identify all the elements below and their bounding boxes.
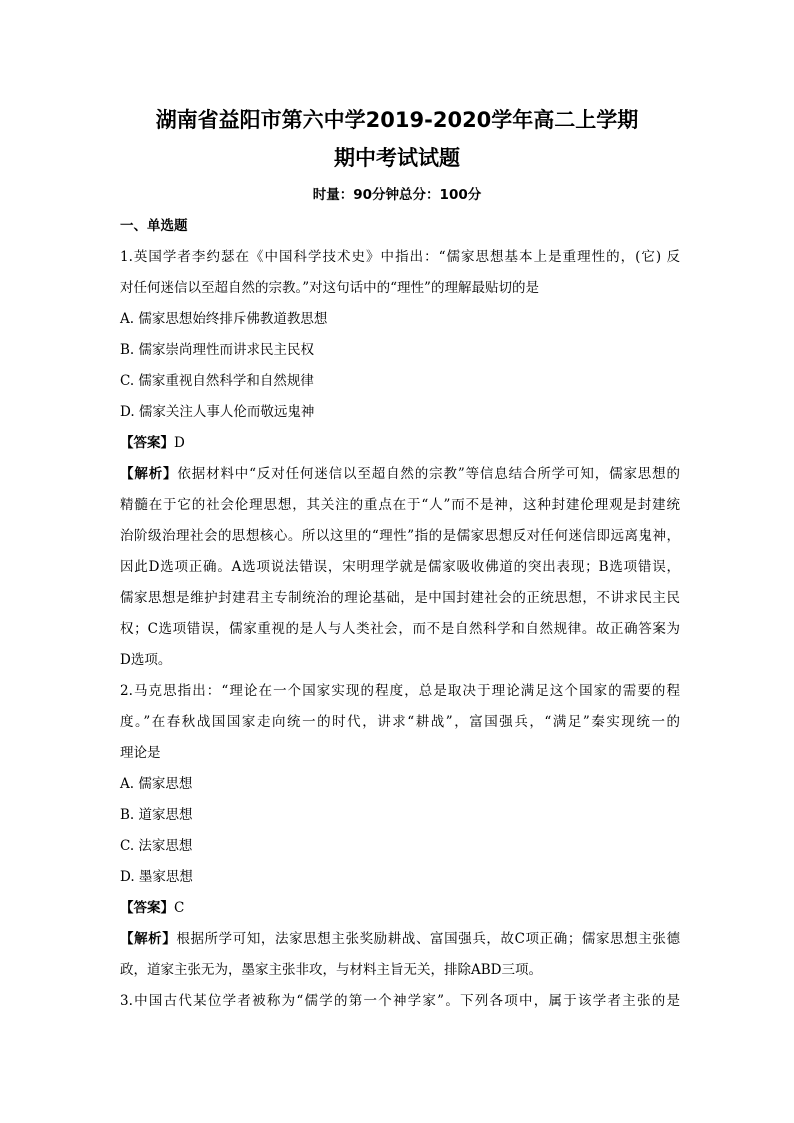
q2-option-a: A. 儒家思想 xyxy=(120,776,193,792)
q2-analysis-text: 根据所学可知，法家思想主张奖励耕战、富国强兵，故C项正确；儒家思想主张德 xyxy=(176,931,680,947)
answer-tag: 【答案】 xyxy=(120,435,174,451)
q2-stem-line: 理论是 xyxy=(120,745,161,761)
q1-analysis-line: 权；C选项错误，儒家重视的是人与人类社会，而不是自然科学和自然规律。故正确答案为 xyxy=(120,621,680,637)
q2-option-c: C. 法家思想 xyxy=(120,838,193,854)
time-info: 时量：90分钟总分：100分 xyxy=(312,187,482,203)
q2-answer-value: C xyxy=(174,900,185,916)
doc-title-line2: 期中考试试题 xyxy=(334,146,460,170)
section-title: 一、单选题 xyxy=(120,218,188,234)
q2-answer xyxy=(120,898,680,918)
answer-tag: 【答案】 xyxy=(120,900,174,916)
q1-answer-value: D xyxy=(174,435,185,451)
q1-option-a: A. 儒家思想始终排斥佛教道教思想 xyxy=(120,311,328,327)
q2-option-d: D. 墨家思想 xyxy=(120,869,193,885)
q3-stem-line: 3.中国古代某位学者被称为“儒学的第一个神学家”。下列各项中，属于该学者主张的是 xyxy=(120,993,680,1009)
q1-analysis-line: 治阶级治理社会的思想核心。所以这里的“理性”指的是儒家思想反对任何迷信即远离鬼神， xyxy=(120,528,680,544)
q1-analysis-text: 依据材料中“反对任何迷信以至超自然的宗教”等信息结合所学可知，儒家思想的 xyxy=(177,466,680,482)
q2-analysis-line: 政，道家主张无为，墨家主张非攻，与材料主旨无关，排除ABD三项。 xyxy=(120,962,542,978)
q1-analysis-line: D选项。 xyxy=(120,652,172,668)
q1-analysis-line xyxy=(120,464,680,484)
q1-option-d: D. 儒家关注人事人伦而敬远鬼神 xyxy=(120,404,315,420)
q1-analysis-line: 精髓在于它的社会伦理思想，其关注的重点在于“人”而不是神，这种封建伦理观是封建统 xyxy=(120,497,680,513)
q2-stem-line: 2.马克思指出：“理论在一个国家实现的程度，总是取决于理论满足这个国家的需要的程 xyxy=(120,683,680,699)
analysis-tag: 【解析】 xyxy=(120,931,177,947)
q1-option-c: C. 儒家重视自然科学和自然规律 xyxy=(120,373,314,389)
q2-stem-line: 度。”在春秋战国国家走向统一的时代，讲求“耕战”，富国强兵，“满足”秦实现统一的 xyxy=(120,714,680,730)
q1-stem-line: 1.英国学者李约瑟在《中国科学技术史》中指出：“儒家思想基本上是重理性的，(它) 反 xyxy=(120,249,680,265)
doc-title-line1: 湖南省益阳市第六中学2019-2020学年高二上学期 xyxy=(155,108,639,132)
q1-stem-line: 对任何迷信以至超自然的宗教。”对这句话中的“理性”的理解最贴切的是 xyxy=(120,280,539,296)
q1-answer xyxy=(120,433,680,453)
q1-option-b: B. 儒家崇尚理性而讲求民主民权 xyxy=(120,342,315,358)
q1-analysis-line: 因此D选项正确。A选项说法错误，宋明理学就是儒家吸收佛道的突出表现；B选项错误， xyxy=(120,559,680,575)
analysis-tag: 【解析】 xyxy=(120,466,178,482)
q2-option-b: B. 道家思想 xyxy=(120,807,193,823)
q1-analysis-line: 儒家思想是维护封建君主专制统治的理论基础，是中国封建社会的正统思想，不讲求民主民 xyxy=(120,590,680,606)
q2-analysis-line xyxy=(120,929,680,949)
